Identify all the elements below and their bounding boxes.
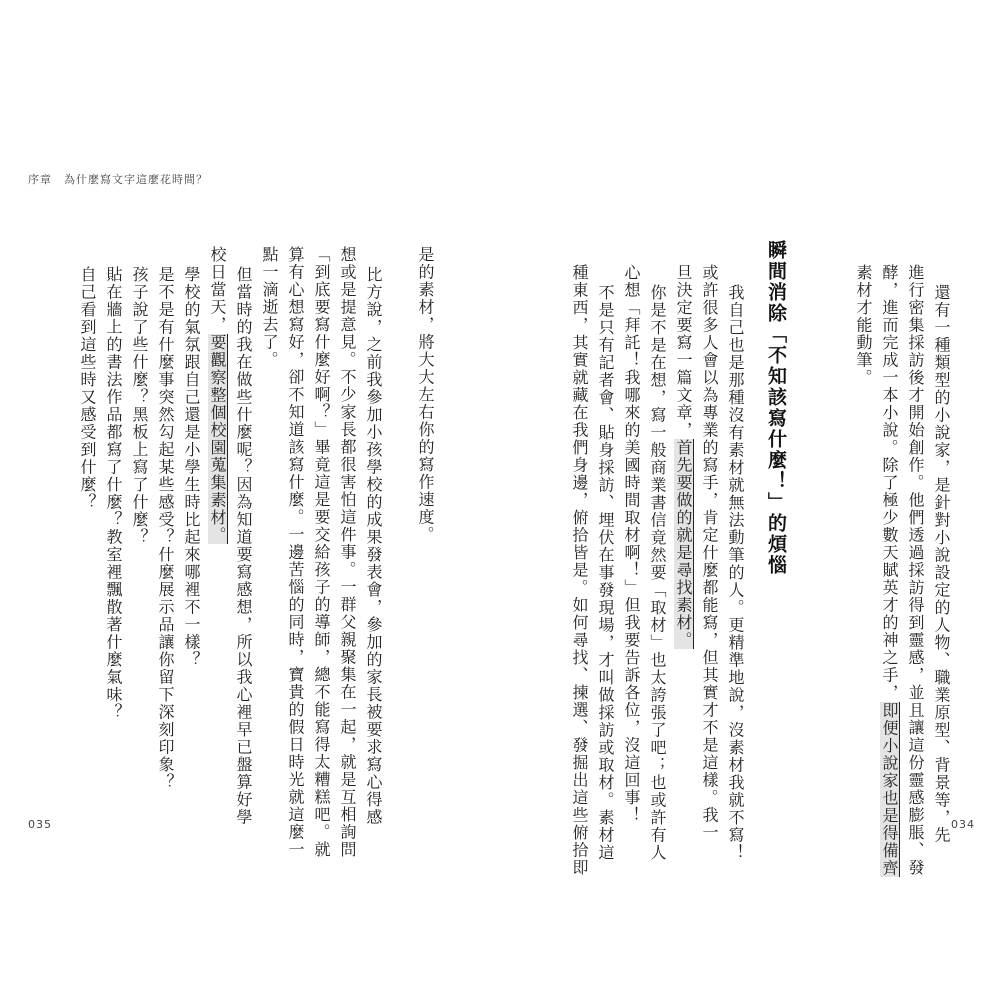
left-p1-col1: 是的素材，將大大左右你的寫作速度。 (416, 246, 435, 544)
right-p3-col1: 你是不是在想，寫一般商業書信竟然要「取材」也太誇張了吧；也或許有人 (648, 284, 667, 862)
right-p1-col4: 素材才能動筆。 (854, 264, 873, 387)
left-p2-col3: 「到底要寫什麼好啊？」畢竟這是要交給孩子的導師，總不能寫得太糟糕吧。就 (312, 246, 331, 859)
section-heading: 瞬間消除「不知該寫什麼！」的煩惱 (765, 240, 787, 576)
right-p1-highlight: 即便小說家也是得備齊 (880, 701, 899, 877)
left-p3-col2 (204, 246, 230, 544)
right-p4-col2: 種東西，其實就藏在我們身邊，俯拾皆是。如何尋找、揀選、發掘出這些俯拾即 (570, 264, 589, 877)
left-p2-col1: 比方說，之前我參加小孩學校的成果發表會，參加的家長被要求寫心得感 (364, 266, 383, 826)
right-p3-col2: 心想「拜託！我哪來的美國時間取材啊！」但我要告訴各位，沒這回事！ (622, 264, 641, 824)
left-p3-highlight: 要觀察整個校園蒐集素材。 (208, 333, 227, 544)
left-p4-col1: 學校的氣氛跟自己還是小學生時比起來哪裡不一樣？ (182, 266, 201, 669)
right-p2-highlight: 首先要做的就是尋找素材。 (674, 439, 693, 649)
right-p1-col3 (876, 264, 902, 877)
page-number-right: 034 (951, 818, 975, 831)
running-head: 序章 為什麼寫文字這麼花時間？ (28, 173, 208, 186)
right-p2-col1: 我自己也是那種沒有素材就無法動筆的人。更精準地說，沒素材我就不寫！ (726, 284, 745, 862)
left-p4-col3: 孩子說了些什麼？黑板上寫了什麼？ (130, 266, 149, 546)
left-p4-col4: 貼在牆上的書法作品都寫了什麼？教室裡飄散著什麼氣味？ (104, 266, 123, 721)
right-p2-col3 (670, 264, 696, 649)
right-p2-col2: 或許很多人會以為專業的寫手，肯定什麼都能寫，但其實才不是這樣。我一 (700, 264, 719, 842)
left-p3-col1: 但當時的我在做些什麼呢？因為知道要寫感想，所以我心裡早已盤算好學 (234, 266, 253, 826)
right-p1-col3a: 酵，進而完成一本小說。除了極少數天賦英才的神之手， (880, 264, 899, 702)
right-p1-col2: 進行密集採訪後才開始創作。他們透過採訪得到靈感，並且讓這份靈感膨脹、發 (906, 264, 925, 877)
left-p3-col2a: 校日當天， (208, 246, 227, 334)
left-p2-col2: 想或是提意見。不少家長都很害怕這件事。一群父親聚集在一起，就是互相詢問 (338, 246, 357, 859)
left-p4-col5: 自己看到這些時又感受到什麼？ (78, 266, 97, 511)
left-p4-col2: 是不是有什麼事突然勾起某些感受？什麼展示品讓你留下深刻印象？ (156, 266, 175, 791)
left-p2-col5: 點一滴逝去了。 (260, 246, 279, 369)
page-number-left: 035 (28, 818, 52, 831)
right-p1-col1: 還有一種類型的小說家，是針對小說設定的人物、職業原型、背景等，先 (932, 284, 951, 844)
right-p4-col1: 不是只有記者會、貼身採訪、埋伏在事發現場，才叫做採訪或取材。素材這 (596, 284, 615, 862)
right-p2-col3a: 旦決定要寫一篇文章， (674, 264, 693, 439)
left-p2-col4: 算有心想寫好，卻不知道該寫什麼。一邊苦惱的同時，寶貴的假日時光就這麼一 (286, 246, 305, 859)
